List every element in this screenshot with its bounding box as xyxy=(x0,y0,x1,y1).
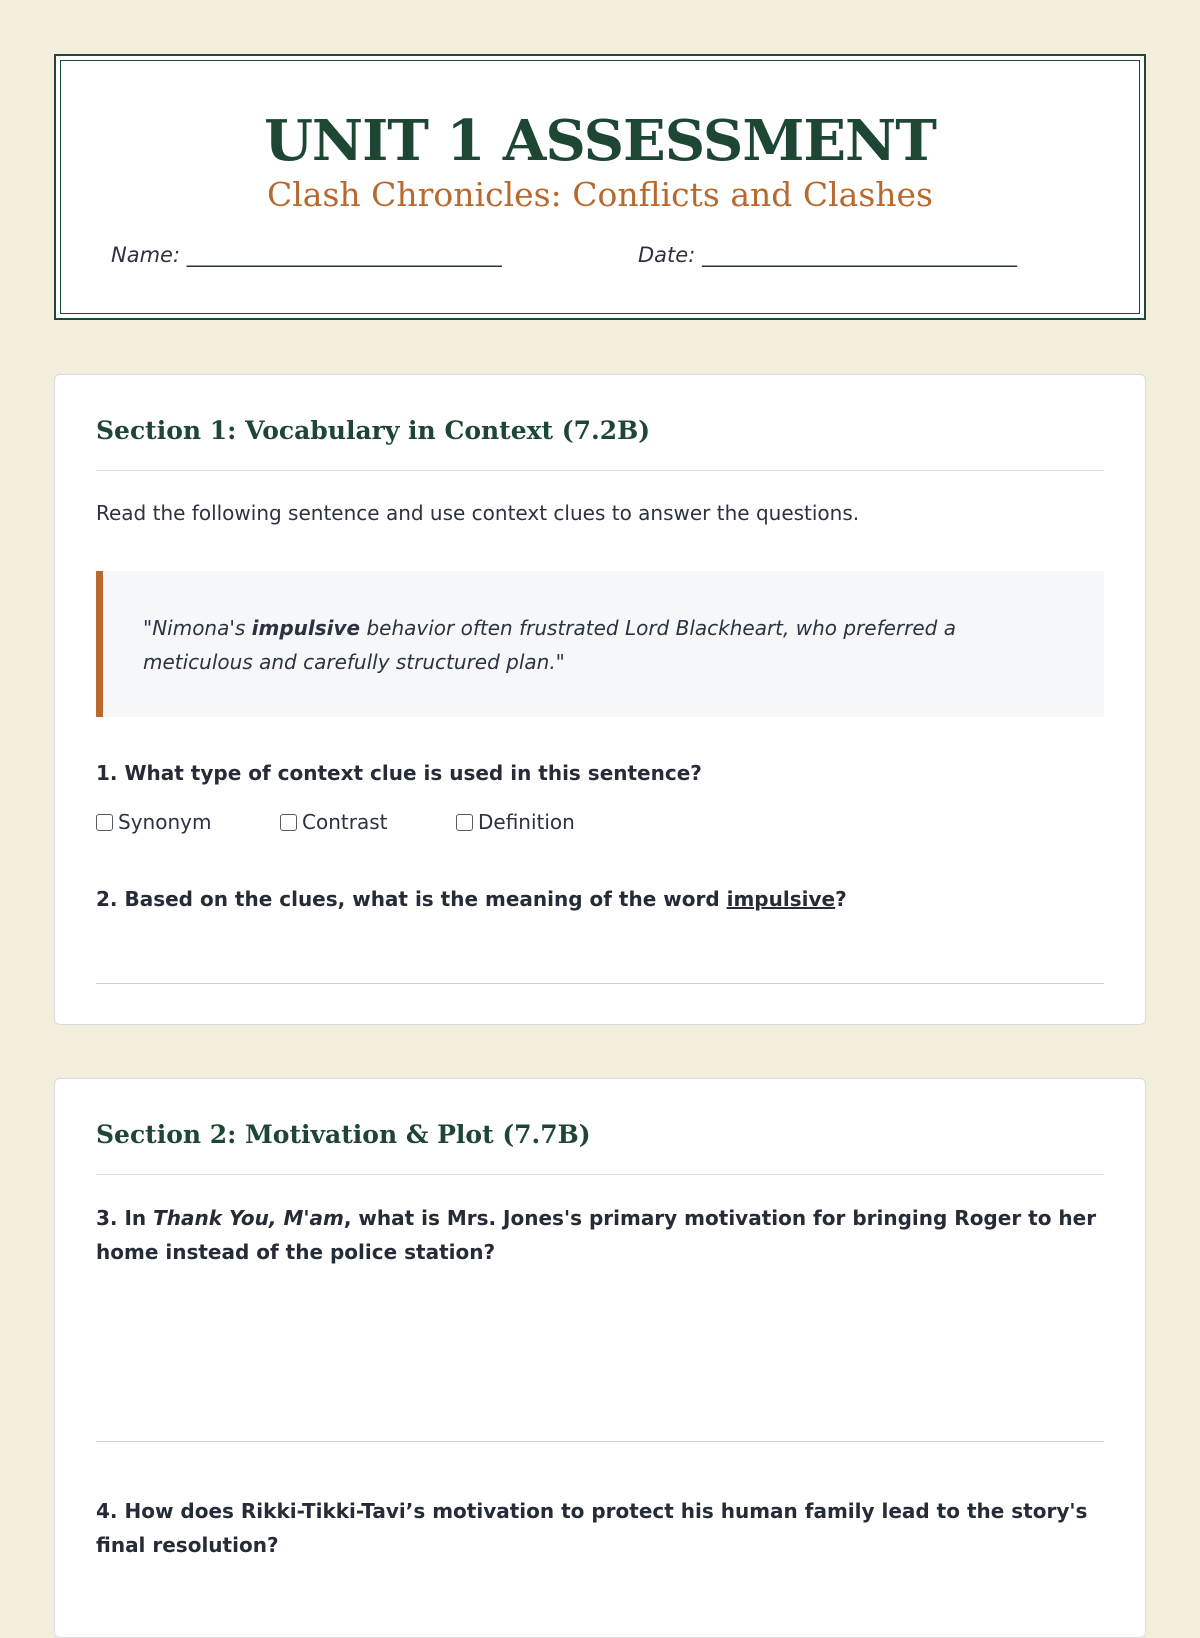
definition-checkbox[interactable] xyxy=(456,814,473,831)
date-blank[interactable]: ______________________________ xyxy=(701,243,1017,267)
option-definition-label: Definition xyxy=(478,810,575,834)
question-2-word: impulsive xyxy=(726,887,836,911)
question-3-title: Thank You, M'am xyxy=(153,1206,344,1230)
section-2-divider xyxy=(96,1174,1104,1175)
section-1-instructions: Read the following sentence and use context clues to answer the questions. xyxy=(96,501,860,525)
question-4: 4. How does Rikki-Tikki-Tavi’s motivation to protect his human family lead to the story's final resolution? xyxy=(96,1499,1088,1557)
question-2 xyxy=(96,882,1104,916)
option-definition[interactable] xyxy=(456,807,575,837)
question-3-after: , what is Mrs. Jones's primary motivation for bringing Roger to her home instead of the police station? xyxy=(96,1206,1097,1264)
name-blank[interactable]: ______________________________ xyxy=(186,243,502,267)
synonym-checkbox[interactable] xyxy=(96,814,113,831)
name-field[interactable] xyxy=(111,243,502,267)
section-1-card xyxy=(54,374,1146,1025)
page-subtitle: Clash Chronicles: Conflicts and Clashes xyxy=(267,175,933,214)
question-3-answer-line[interactable] xyxy=(96,1441,1104,1442)
section-1-divider xyxy=(96,470,1104,471)
section-2-card xyxy=(54,1078,1146,1638)
quote-block xyxy=(96,571,1104,717)
quote-bold-word: impulsive xyxy=(251,616,361,640)
header-box xyxy=(54,54,1146,320)
option-synonym-label: Synonym xyxy=(118,810,212,834)
option-contrast-label: Contrast xyxy=(302,810,388,834)
question-3-before: 3. In xyxy=(96,1206,154,1230)
quote-open: "Nimona's xyxy=(143,616,252,640)
page-title: UNIT 1 ASSESSMENT xyxy=(264,108,936,174)
option-synonym[interactable] xyxy=(96,807,211,837)
question-2-after: ? xyxy=(835,887,847,911)
quote-rest: behavior often frustrated Lord Blackheart, who preferred a meticulous and carefully structured plan." xyxy=(143,616,956,674)
option-contrast[interactable] xyxy=(280,807,387,837)
date-label: Date: xyxy=(638,243,696,267)
section-1-title: Section 1: Vocabulary in Context (7.2B) xyxy=(96,416,651,445)
question-2-answer-line[interactable] xyxy=(96,983,1104,984)
section-2-title: Section 2: Motivation & Plot (7.7B) xyxy=(96,1120,591,1149)
date-field[interactable] xyxy=(638,243,1017,267)
header-inner-border xyxy=(60,60,1140,314)
contrast-checkbox[interactable] xyxy=(280,814,297,831)
question-1: 1. What type of context clue is used in this sentence? xyxy=(96,761,702,785)
question-3 xyxy=(96,1201,1104,1269)
name-label: Name: xyxy=(111,243,181,267)
question-2-before: 2. Based on the clues, what is the meaning of the word xyxy=(96,887,727,911)
